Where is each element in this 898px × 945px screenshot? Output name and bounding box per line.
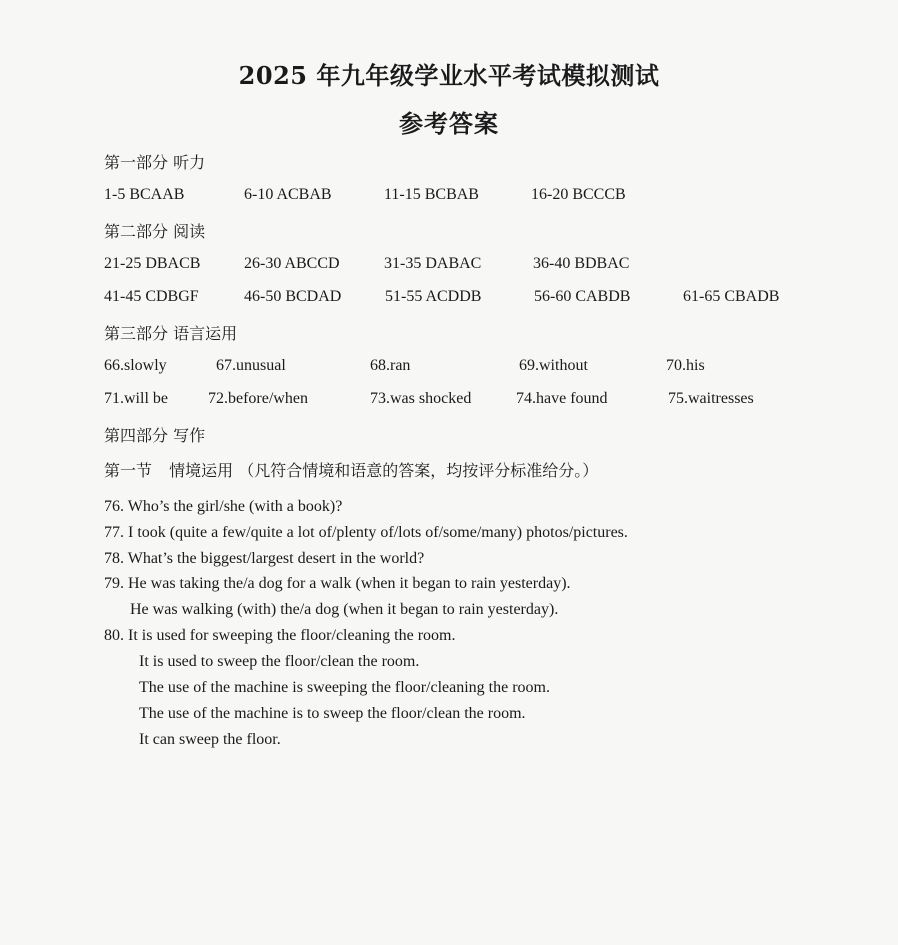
answer-80-alt-1: It is used to sweep the floor/clean the room. [139,653,420,670]
answer-group: 26-30 ABCCD [244,255,340,272]
answer-group: 61-65 CBADB [683,288,780,305]
answer-group: 36-40 BDBAC [533,255,630,272]
answer-group: 56-60 CABDB [534,288,631,305]
page-subtitle: 参考答案 [399,109,499,138]
part1-heading: 第一部分 听力 [104,153,206,172]
answer-80-alt-3: The use of the machine is to sweep the floor/clean the room. [139,705,526,722]
answer-78: 78. What’s the biggest/largest desert in the world? [104,550,425,567]
answer-group: 6-10 ACBAB [244,186,332,203]
part4-heading: 第四部分 写作 [104,426,206,445]
part2-heading: 第二部分 阅读 [104,222,206,241]
section-heading [104,458,598,481]
answer-item: 69.without [519,357,588,374]
page-title: 2025 年九年级学业水平考试模拟测试 [238,61,660,90]
answer-item: 71.will be [104,390,168,407]
part2-answer-row-1 [0,255,898,277]
part2-answer-row-2 [0,288,898,310]
answer-item: 74.have found [516,390,608,407]
answer-item: 66.slowly [104,357,167,374]
part3-answer-row-1 [0,357,898,379]
answer-80: 80. It is used for sweeping the floor/cleaning the room. [104,627,456,644]
part1-answer-row [0,186,898,208]
answer-item: 68.ran [370,357,411,374]
answer-76: 76. Who’s the girl/she (with a book)? [104,498,343,515]
answer-item: 72.before/when [208,390,308,407]
answer-80-alt-2: The use of the machine is sweeping the floor/cleaning the room. [139,679,550,696]
answer-group: 16-20 BCCCB [531,186,626,203]
part3-heading: 第三部分 语言运用 [104,324,238,343]
section-label: 第一节 [104,461,153,480]
answer-item: 73.was shocked [370,390,472,407]
answer-group: 31-35 DABAC [384,255,482,272]
answer-group: 1-5 BCAAB [104,186,185,203]
answer-group: 41-45 CDBGF [104,288,199,305]
answer-item: 67.unusual [216,357,286,374]
section-title: 情境运用 [169,461,234,480]
answer-group: 21-25 DBACB [104,255,201,272]
answer-77: 77. I took (quite a few/quite a lot of/plenty of/lots of/some/many) photos/pictures. [104,524,628,541]
answer-79-alt: He was walking (with) the/a dog (when it began to rain yesterday). [130,601,559,618]
part3-answer-row-2 [0,390,898,412]
answer-item: 75.waitresses [668,390,754,407]
answer-item: 70.his [666,357,705,374]
answer-group: 11-15 BCBAB [384,186,479,203]
answer-group: 46-50 BCDAD [244,288,342,305]
answer-group: 51-55 ACDDB [385,288,482,305]
answer-80-alt-4: It can sweep the floor. [139,731,281,748]
answer-79: 79. He was taking the/a dog for a walk (when it began to rain yesterday). [104,575,571,592]
section-note: （凡符合情境和语意的答案，均按评分标准给分。） [238,461,599,480]
